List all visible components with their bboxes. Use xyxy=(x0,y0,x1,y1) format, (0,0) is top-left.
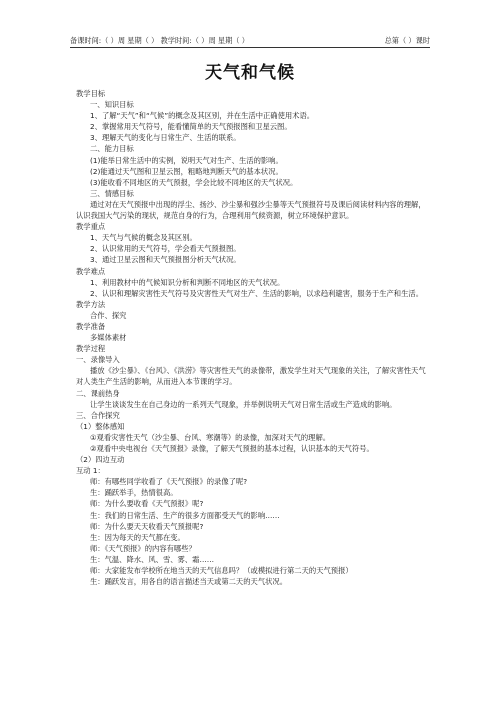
document-line: 互动 1： xyxy=(76,466,105,476)
document-line: 教学重点 xyxy=(76,222,106,232)
document-line: 二、课前热身 xyxy=(76,388,120,398)
document-line: 1、利用教材中的气候知识分析和判断不同地区的天气状况。 xyxy=(90,277,285,287)
document-body xyxy=(76,88,428,587)
document-line: (2)能通过天气图和卫星云图，粗略地判断天气的基本状况。 xyxy=(90,166,283,176)
document-line: 1、了解“天气”和“气候”的概念及其区别，并在生活中正确使用术语。 xyxy=(90,111,315,121)
document-line: 2、认识和理解灾害性天气符号及灾害性天气对生产、生活的影响，以求趋利避害，服务于生产和生活。 xyxy=(90,288,423,298)
document-line: ①观看灾害性天气（沙尘暴、台风、寒潮等）的录像，加深对天气的理解。 xyxy=(90,432,331,442)
document-line: 生：因为每天的天气都在变。 xyxy=(90,532,185,542)
document-line: （1）整体感知 xyxy=(76,421,125,431)
document-line: 师：有哪些同学收看了《天气预报》的录像了呢? xyxy=(90,477,248,487)
header-lesson-count: 总第（ ）课时 xyxy=(384,36,430,45)
document-line: 3、理解天气的变化与日常生产、生活的联系。 xyxy=(90,133,241,143)
document-line: 教学准备 xyxy=(76,321,106,331)
document-line: 生：踊跃发言，用各自的语言描述当天或第二天的天气状况。 xyxy=(90,577,288,587)
document-line: 2、掌握常用天气符号，能看懂简单的天气预报图和卫星云图。 xyxy=(90,122,292,132)
header-divider xyxy=(70,47,430,48)
document-line: 师：大家能发布学校所在地当天的天气信息吗？（或模拟进行第二天的天气预报） xyxy=(90,566,353,576)
document-line: 教学难点 xyxy=(76,266,106,276)
document-line: 一、知识目标 xyxy=(90,100,134,110)
document-line: 2、认识常用的天气符号，学会看天气预报图。 xyxy=(90,244,241,254)
document-line: (1)能举日常生活中的实例，说明天气对生产、生活的影响。 xyxy=(90,155,283,165)
document-line: 三、合作探究 xyxy=(76,410,120,420)
header-schedule-text: 备课时间:（ ）周 星期（ ） 教学时间:（ ）周 星期（ ） xyxy=(70,36,249,45)
page-title: 天气和气候 xyxy=(205,63,295,83)
document-line: 二、能力目标 xyxy=(90,144,134,154)
document-line: ②观看中央电视台《天气预报》录像，了解天气预报的基本过程，认识基本的天气符号。 xyxy=(90,444,374,453)
document-line: 生：气温、降水、风、雪、雾、霜…… xyxy=(90,554,215,564)
document-line: 师：《天气预报》的内容有哪些？ xyxy=(90,543,196,553)
document-line: 师：为什么要天天收看天气预报呢? xyxy=(90,521,204,531)
document-line: 通过对在天气预报中出现的浮尘、扬沙、沙尘暴和强沙尘暴等天气预报符号及课后阅读材料内容的理解，认识我国大气污染的现状，规范自身的行为，合理利用气候资源，树立环境保护意识。 xyxy=(76,199,426,221)
document-line: （2）四边互动 xyxy=(76,455,125,465)
document-line: 让学生谈谈发生在自己身边的一系列天气现象，并举例说明天气对日常生活或生产造成的影响。 xyxy=(90,399,397,409)
document-line: 3、通过卫星云图和天气预报图分析天气状况。 xyxy=(90,255,241,265)
document-line: 多媒体素材 xyxy=(90,333,127,343)
document-line: 三、情感目标 xyxy=(90,188,134,198)
document-line: 生：我们的日常生活、生产的很多方面都受天气的影响…… xyxy=(90,510,280,520)
document-line: 播放《沙尘暴》、《台风》、《洪涝》等灾害性天气的录像带，激发学生对天气现象的关注，了解灾害性天气对人类生产生活的影响，从而进入本节课的学习。 xyxy=(76,366,426,387)
document-line: 教学目标 xyxy=(76,89,106,98)
document-line: 生：踊跃举手，热情很高。 xyxy=(90,488,178,498)
document-line: 合作、探究 xyxy=(90,310,127,320)
document-line: 教学方法 xyxy=(76,299,106,309)
document-line: 师：为什么要收看《天气预报》呢? xyxy=(90,499,204,509)
document-line: 教学过程 xyxy=(76,344,106,354)
document-line: (3)能收看不同地区的天气预报，学会比较不同地区的天气状况。 xyxy=(90,177,298,187)
document-line: 1、天气与气候的概念及其区别。 xyxy=(90,233,197,243)
document-line: 一、录像导入 xyxy=(76,355,120,365)
